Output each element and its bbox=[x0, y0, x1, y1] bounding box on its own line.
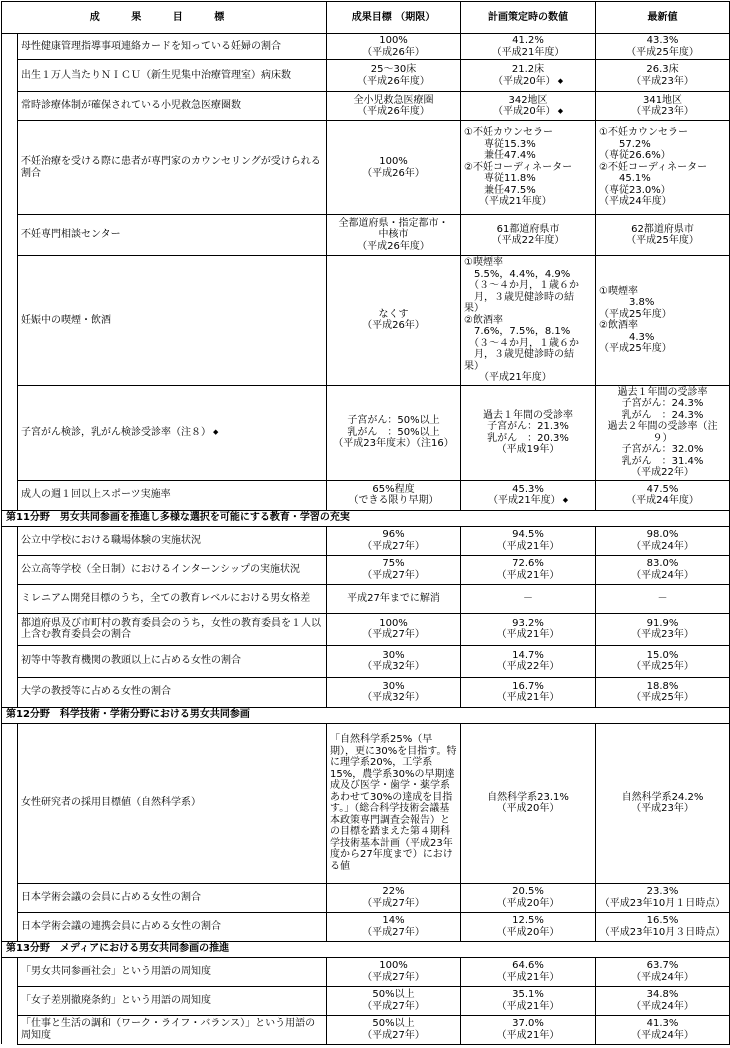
table-row bbox=[2, 645, 730, 677]
indent-cell bbox=[2, 385, 18, 480]
indent-cell bbox=[2, 60, 18, 92]
item-label: 大学の教授等に占める女性の割合 bbox=[21, 686, 171, 698]
table-row bbox=[2, 34, 730, 60]
table-row bbox=[2, 60, 730, 92]
item-label: 子宮がん検診，乳がん検診受診率（注８） bbox=[21, 426, 211, 438]
table-row bbox=[2, 121, 730, 215]
section-title: 第11分野 男女共同参画を推進し多様な選択を可能にする教育・学習の充実 bbox=[2, 510, 730, 526]
latest-value: 16.5% （平成23年10月３日時点） bbox=[599, 915, 726, 938]
baseline-cell bbox=[461, 613, 596, 645]
latest-cell bbox=[596, 256, 730, 386]
baseline-cell bbox=[461, 986, 596, 1015]
indent-cell bbox=[2, 584, 18, 613]
indent-cell bbox=[2, 480, 18, 510]
section-header-row bbox=[2, 707, 730, 723]
baseline-cell bbox=[461, 480, 596, 510]
item-label: ミレニアム開発目標のうち，全ての教育レベルにおける男女格差 bbox=[21, 592, 311, 604]
indent-cell bbox=[2, 645, 18, 677]
item-cell bbox=[18, 34, 327, 60]
latest-cell bbox=[596, 1015, 730, 1044]
item-label: 初等中等教育機関の教頭以上に占める女性の割合 bbox=[21, 655, 241, 667]
header-item: 成 果 目 標 bbox=[2, 2, 327, 34]
indent-cell bbox=[2, 555, 18, 584]
target-value: 75% （平成27年） bbox=[362, 558, 425, 581]
baseline-value: 37.0% （平成21年） bbox=[496, 1018, 560, 1041]
target-value: 全小児救急医療圏 （平成26年度） bbox=[353, 94, 434, 117]
target-cell bbox=[327, 385, 461, 480]
latest-value: 15.0% （平成25年） bbox=[631, 649, 694, 672]
target-cell bbox=[327, 60, 461, 92]
baseline-cell bbox=[461, 645, 596, 677]
indent-cell bbox=[2, 883, 18, 912]
item-cell bbox=[18, 256, 327, 386]
latest-value: 過去１年間の受診率 子宮がん：24.3% 乳がん ：24.3% 過去２年間の受診率（注９） 子宮がん：32.0% 乳がん ：31.4% （平成22年） bbox=[607, 386, 718, 478]
target-cell bbox=[327, 986, 461, 1015]
baseline-cell bbox=[461, 215, 596, 256]
latest-cell bbox=[596, 645, 730, 677]
table-row bbox=[2, 883, 730, 912]
baseline-value: 16.7% （平成21年） bbox=[496, 680, 560, 703]
target-value: 50%以上 （平成27年） bbox=[362, 1018, 425, 1041]
target-cell bbox=[327, 957, 461, 986]
indent-cell bbox=[2, 215, 18, 256]
item-label: 日本学術会議の連携会員に占める女性の割合 bbox=[21, 920, 221, 932]
latest-cell bbox=[596, 34, 730, 60]
item-label: 不妊治療を受ける際に患者が専門家のカウンセリングが受けられる割合 bbox=[21, 156, 321, 179]
baseline-value: 72.6% （平成21年） bbox=[496, 558, 560, 581]
latest-value: 自然科学系24.2% （平成23年） bbox=[621, 791, 704, 814]
item-label: 公立中学校における職場体験の実施状況 bbox=[21, 534, 201, 546]
latest-cell bbox=[596, 677, 730, 707]
baseline-value: 12.5% （平成20年） bbox=[496, 915, 560, 938]
target-cell bbox=[327, 555, 461, 584]
target-cell bbox=[327, 215, 461, 256]
latest-value: ①喫煙率 3.8% （平成25年度） ②飲酒率 4.3% （平成25年度） bbox=[599, 285, 672, 355]
baseline-cell bbox=[461, 883, 596, 912]
table-row bbox=[2, 256, 730, 386]
target-cell bbox=[327, 912, 461, 941]
header-target: 成果目標 （期限） bbox=[327, 2, 461, 34]
table-row bbox=[2, 584, 730, 613]
target-value: 96% （平成27年） bbox=[362, 529, 425, 552]
item-cell bbox=[18, 1015, 327, 1044]
latest-value: 34.8% （平成24年） bbox=[631, 989, 694, 1012]
indent-cell bbox=[2, 912, 18, 941]
item-cell bbox=[18, 723, 327, 883]
latest-cell bbox=[596, 215, 730, 256]
indent-cell bbox=[2, 986, 18, 1015]
latest-cell bbox=[596, 613, 730, 645]
latest-cell bbox=[596, 957, 730, 986]
latest-value: 26.3床 （平成23年） bbox=[631, 64, 694, 87]
baseline-value: 93.2% （平成21年） bbox=[496, 617, 560, 640]
target-value: 「自然科学系25%（早期），更に30%を目指す。特に理学系20%，工学系15%，農学系30%の早期達成及び医学・歯学・薬学系あわせて30%の達成を目指す。」（総合科学技術会議基本政策専門調査会報告）との目標を踏まえた第４期科学技術基本計画（平成23年度から27年度まで）における値 bbox=[330, 734, 457, 872]
latest-value: 18.8% （平成25年） bbox=[631, 680, 694, 703]
table-row bbox=[2, 1015, 730, 1044]
latest-value: 41.3% （平成24年） bbox=[631, 1018, 694, 1041]
baseline-cell bbox=[461, 957, 596, 986]
indent-cell bbox=[2, 92, 18, 121]
target-cell bbox=[327, 645, 461, 677]
revision-mark: ◆ bbox=[562, 496, 569, 504]
revision-mark: ◆ bbox=[213, 427, 219, 436]
indent-cell bbox=[2, 1015, 18, 1044]
item-cell bbox=[18, 584, 327, 613]
target-cell bbox=[327, 34, 461, 60]
table-row bbox=[2, 957, 730, 986]
baseline-cell bbox=[461, 723, 596, 883]
target-value: 30% （平成32年） bbox=[362, 680, 425, 703]
latest-cell bbox=[596, 121, 730, 215]
table-row bbox=[2, 526, 730, 555]
latest-value: 83.0% （平成24年） bbox=[631, 558, 694, 581]
latest-value: 63.7% （平成24年） bbox=[631, 960, 694, 983]
baseline-cell bbox=[461, 526, 596, 555]
latest-value: 43.3% （平成25年度） bbox=[626, 35, 699, 58]
target-value: 全都道府県・指定都市・ 中核市 （平成26年度） bbox=[338, 217, 449, 252]
target-cell bbox=[327, 1015, 461, 1044]
table-row bbox=[2, 215, 730, 256]
table-header-row bbox=[2, 2, 730, 34]
latest-value: 62都道府県市 （平成25年度） bbox=[626, 223, 699, 246]
latest-cell bbox=[596, 555, 730, 584]
baseline-value: 45.3% （平成21年度） bbox=[487, 483, 561, 506]
target-value: 100% （平成27年） bbox=[362, 960, 425, 983]
item-cell bbox=[18, 92, 327, 121]
baseline-value: 41.2% （平成21年度） bbox=[491, 35, 565, 58]
table-row bbox=[2, 613, 730, 645]
latest-cell bbox=[596, 723, 730, 883]
target-cell bbox=[327, 584, 461, 613]
baseline-value: 自然科学系23.1% （平成20年） bbox=[487, 791, 569, 814]
target-cell bbox=[327, 613, 461, 645]
target-value: 65%程度 （できる限り早期） bbox=[348, 483, 439, 506]
item-label: 妊娠中の喫煙・飲酒 bbox=[21, 314, 111, 326]
baseline-value: 64.6% （平成21年） bbox=[496, 960, 560, 983]
section-header-row bbox=[2, 941, 730, 957]
baseline-value: － bbox=[523, 592, 534, 604]
target-cell bbox=[327, 883, 461, 912]
header-baseline: 計画策定時の数値 bbox=[461, 2, 596, 34]
indent-cell bbox=[2, 613, 18, 645]
baseline-value: ①喫煙率 5.5%，4.4%，4.9% （３～４か月，１歳６か 月，３歳児健診時の結果） ②飲酒率 7.6%，7.5%，8.1% （３～４か月，１歳６か 月，３歳児健診時の結果） （平成21年度） bbox=[464, 257, 580, 383]
target-value: 25～30床 （平成26年度） bbox=[357, 64, 430, 87]
target-value: 100% （平成26年） bbox=[362, 156, 425, 179]
baseline-cell bbox=[461, 1015, 596, 1044]
item-cell bbox=[18, 480, 327, 510]
indent-cell bbox=[2, 957, 18, 986]
latest-value: － bbox=[657, 592, 668, 604]
item-cell bbox=[18, 60, 327, 92]
baseline-cell bbox=[461, 256, 596, 386]
latest-cell bbox=[596, 92, 730, 121]
target-value: 22% （平成27年） bbox=[362, 886, 425, 909]
baseline-cell bbox=[461, 121, 596, 215]
target-value: 平成27年までに解消 bbox=[347, 592, 440, 604]
baseline-value: 21.2床 （平成20年） bbox=[492, 64, 556, 87]
item-label: 「男女共同参画社会」という用語の周知度 bbox=[21, 965, 211, 977]
latest-cell bbox=[596, 912, 730, 941]
item-label: 公立高等学校（全日制）におけるインターンシップの実施状況 bbox=[21, 563, 300, 575]
item-label: 常時診療体制が確保されている小児救急医療圏数 bbox=[21, 100, 241, 112]
revision-mark: ◆ bbox=[557, 76, 564, 85]
indent-cell bbox=[2, 677, 18, 707]
table-row bbox=[2, 723, 730, 883]
baseline-cell bbox=[461, 677, 596, 707]
baseline-cell bbox=[461, 60, 596, 92]
table-row bbox=[2, 986, 730, 1015]
target-cell bbox=[327, 526, 461, 555]
baseline-cell bbox=[461, 555, 596, 584]
item-cell bbox=[18, 526, 327, 555]
table-row bbox=[2, 385, 730, 480]
target-cell bbox=[327, 256, 461, 386]
latest-value: 341地区 （平成23年） bbox=[631, 94, 694, 117]
latest-cell bbox=[596, 480, 730, 510]
indent-cell bbox=[2, 256, 18, 386]
baseline-value: 35.1% （平成21年） bbox=[496, 989, 560, 1012]
item-label: 出生１万人当たりＮＩＣＵ（新生児集中治療管理室）病床数 bbox=[21, 69, 291, 81]
target-value: 子宮がん：50%以上 乳がん ：50%以上 （平成23年度末）（注16） bbox=[333, 415, 454, 450]
latest-cell bbox=[596, 60, 730, 92]
baseline-cell bbox=[461, 912, 596, 941]
latest-cell bbox=[596, 385, 730, 480]
item-label: 「女子差別撤廃条約」という用語の周知度 bbox=[21, 994, 211, 1006]
latest-value: 23.3% （平成23年10月１日時点） bbox=[599, 886, 726, 909]
latest-cell bbox=[596, 584, 730, 613]
indent-cell bbox=[2, 121, 18, 215]
target-cell bbox=[327, 480, 461, 510]
baseline-value: ①不妊カウンセラー 専従15.3% 兼任47.4% ②不妊コーディネーター 専従11.8% 兼任47.5% （平成21年度） bbox=[464, 127, 573, 208]
item-label: 母性健康管理指導事項連絡カードを知っている妊婦の割合 bbox=[21, 40, 281, 52]
item-label: 「仕事と生活の調和（ワーク・ライフ・バランス）」という用語の周知度 bbox=[21, 1018, 316, 1041]
target-cell bbox=[327, 92, 461, 121]
latest-cell bbox=[596, 526, 730, 555]
baseline-value: 20.5% （平成20年） bbox=[496, 886, 560, 909]
indent-cell bbox=[2, 34, 18, 60]
baseline-value: 14.7% （平成22年） bbox=[496, 649, 560, 672]
baseline-value: 61都道府県市 （平成22年度） bbox=[491, 223, 565, 246]
table-row bbox=[2, 555, 730, 584]
table-row bbox=[2, 912, 730, 941]
item-cell bbox=[18, 912, 327, 941]
baseline-value: 342地区 （平成20年） bbox=[492, 94, 556, 117]
latest-cell bbox=[596, 883, 730, 912]
baseline-cell bbox=[461, 584, 596, 613]
baseline-cell bbox=[461, 92, 596, 121]
indent-cell bbox=[2, 723, 18, 883]
latest-value: ①不妊カウンセラー 57.2% （専従26.6%） ②不妊コーディネーター 45.1% （専従23.0%） （平成24年度） bbox=[599, 127, 708, 208]
latest-value: 98.0% （平成24年） bbox=[631, 529, 694, 552]
table-row bbox=[2, 92, 730, 121]
item-cell bbox=[18, 645, 327, 677]
target-value: 100% （平成26年） bbox=[362, 35, 425, 58]
latest-cell bbox=[596, 986, 730, 1015]
target-value: 30% （平成32年） bbox=[362, 649, 425, 672]
item-cell bbox=[18, 986, 327, 1015]
item-label: 日本学術会議の会員に占める女性の割合 bbox=[21, 891, 201, 903]
item-label: 不妊専門相談センター bbox=[21, 229, 121, 241]
item-cell bbox=[18, 555, 327, 584]
item-label: 成人の週１回以上スポーツ実施率 bbox=[21, 489, 171, 501]
item-cell bbox=[18, 215, 327, 256]
header-latest: 最新値 bbox=[596, 2, 730, 34]
table-row bbox=[2, 677, 730, 707]
baseline-value: 94.5% （平成21年） bbox=[496, 529, 560, 552]
target-value: 50%以上 （平成27年） bbox=[362, 989, 425, 1012]
section-header-row bbox=[2, 510, 730, 526]
target-cell bbox=[327, 677, 461, 707]
item-cell bbox=[18, 385, 327, 480]
target-value: 100% （平成27年） bbox=[362, 617, 425, 640]
target-cell bbox=[327, 121, 461, 215]
section-title: 第13分野 メディアにおける男女共同参画の推進 bbox=[2, 941, 730, 957]
baseline-cell bbox=[461, 385, 596, 480]
latest-value: 91.9% （平成23年） bbox=[631, 617, 694, 640]
baseline-value: 過去１年間の受診率 子宮がん：21.3% 乳がん ：20.3% （平成19年） bbox=[483, 409, 574, 455]
target-value: 14% （平成27年） bbox=[362, 915, 425, 938]
item-cell bbox=[18, 883, 327, 912]
item-cell bbox=[18, 677, 327, 707]
item-cell bbox=[18, 613, 327, 645]
table-row bbox=[2, 480, 730, 510]
item-cell bbox=[18, 957, 327, 986]
baseline-cell bbox=[461, 34, 596, 60]
latest-value: 47.5% （平成24年度） bbox=[626, 483, 699, 506]
item-label: 都道府県及び市町村の教育委員会のうち，女性の教育委員を１人以上含む教育委員会の割合 bbox=[21, 617, 321, 640]
section-title: 第12分野 科学技術・学術分野における男女共同参画 bbox=[2, 707, 730, 723]
item-label: 女性研究者の採用目標値（自然科学系） bbox=[21, 797, 201, 809]
indent-cell bbox=[2, 526, 18, 555]
item-cell bbox=[18, 121, 327, 215]
target-cell bbox=[327, 723, 461, 883]
target-value: なくす （平成26年） bbox=[362, 308, 425, 332]
revision-mark: ◆ bbox=[557, 107, 564, 115]
outcome-targets-table bbox=[1, 1, 730, 1045]
